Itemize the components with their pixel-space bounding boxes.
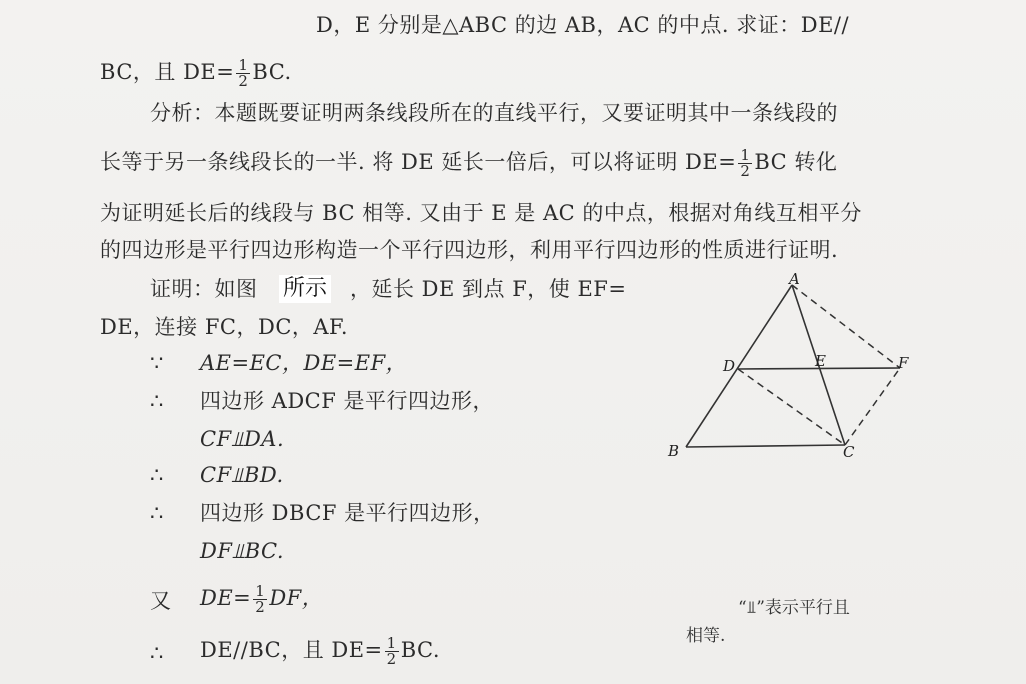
proof-line-2: DE，连接 FC，DC，AF.	[100, 315, 349, 339]
proof-line-1a: 证明：如图	[150, 277, 258, 301]
segment-BC	[686, 445, 845, 447]
proof-step-6: DF⫫BC.	[200, 539, 285, 563]
also-symbol: 又	[150, 589, 172, 613]
segment-AF-dashed	[792, 285, 900, 368]
segment-FC-dashed	[845, 368, 900, 445]
therefore-symbol: ∴	[150, 501, 164, 525]
fraction-denominator: 2	[386, 650, 397, 668]
problem-line-2	[100, 58, 292, 89]
fraction-numerator: 1	[740, 146, 751, 164]
fraction-half	[738, 148, 752, 179]
therefore-symbol: ∴	[150, 463, 164, 487]
problem-line-2-text: BC，且 DE=	[100, 60, 235, 84]
analysis-line-4: 的四边形是平行四边形构造一个平行四边形，利用平行四边形的性质进行证明.	[100, 238, 839, 262]
fraction-half	[236, 58, 250, 89]
point-label-D: D	[723, 357, 736, 375]
because-symbol: ∵	[150, 351, 164, 375]
fraction-numerator: 1	[255, 582, 266, 600]
figure-reference-label: 所示	[279, 275, 331, 303]
fraction-half	[385, 636, 399, 667]
fraction-denominator: 2	[255, 598, 266, 616]
proof-step-8-end: BC.	[400, 638, 441, 662]
segment-AB	[686, 285, 792, 447]
margin-note-line-2: 相等.	[686, 626, 726, 646]
proof-step-2: 四边形 ADCF 是平行四边形，	[200, 389, 494, 413]
fraction-numerator: 1	[386, 634, 397, 652]
problem-line-1: D，E 分别是△ABC 的边 AB，AC 的中点. 求证：DE//	[316, 13, 850, 37]
proof-step-7-text: DE=	[200, 586, 252, 610]
point-label-E: E	[815, 352, 826, 370]
point-label-B: B	[668, 442, 680, 460]
proof-step-3: CF⫫DA.	[200, 427, 285, 451]
proof-step-1: AE=EC，DE=EF，	[200, 351, 408, 375]
analysis-line-2-text: 长等于另一条线段长的一半. 将 DE 延长一倍后，可以将证明 DE=	[100, 150, 737, 174]
analysis-line-2	[100, 148, 837, 179]
segment-DF	[738, 368, 900, 369]
proof-step-8	[200, 636, 440, 667]
proof-step-7-end: DF，	[269, 586, 324, 610]
proof-step-4: CF⫫BD.	[200, 463, 284, 487]
fraction-denominator: 2	[238, 72, 249, 90]
fraction-denominator: 2	[740, 162, 751, 180]
therefore-symbol: ∴	[150, 641, 164, 665]
proof-line-1b: ，延长 DE 到点 F，使 EF=	[350, 277, 627, 301]
segment-AC	[792, 285, 845, 445]
point-label-A: A	[789, 270, 800, 288]
margin-note-line-1: “⫫”表示平行且	[738, 598, 850, 618]
therefore-symbol: ∴	[150, 389, 164, 413]
point-label-C: C	[843, 443, 855, 461]
problem-line-2-end: BC.	[252, 60, 292, 84]
analysis-line-1: 分析：本题既要证明两条线段所在的直线平行，又要证明其中一条线段的	[150, 101, 838, 125]
segment-DC-dashed	[738, 369, 845, 445]
analysis-line-2-end: BC 转化	[754, 150, 838, 174]
analysis-line-3: 为证明延长后的线段与 BC 相等. 又由于 E 是 AC 的中点，根据对角线互相平分	[100, 201, 862, 225]
proof-step-5: 四边形 DBCF 是平行四边形，	[200, 501, 495, 525]
fraction-half	[253, 584, 267, 615]
point-label-F: F	[898, 354, 909, 372]
fraction-numerator: 1	[238, 56, 249, 74]
proof-step-8-text: DE//BC，且 DE=	[200, 638, 383, 662]
proof-step-7	[200, 584, 323, 615]
